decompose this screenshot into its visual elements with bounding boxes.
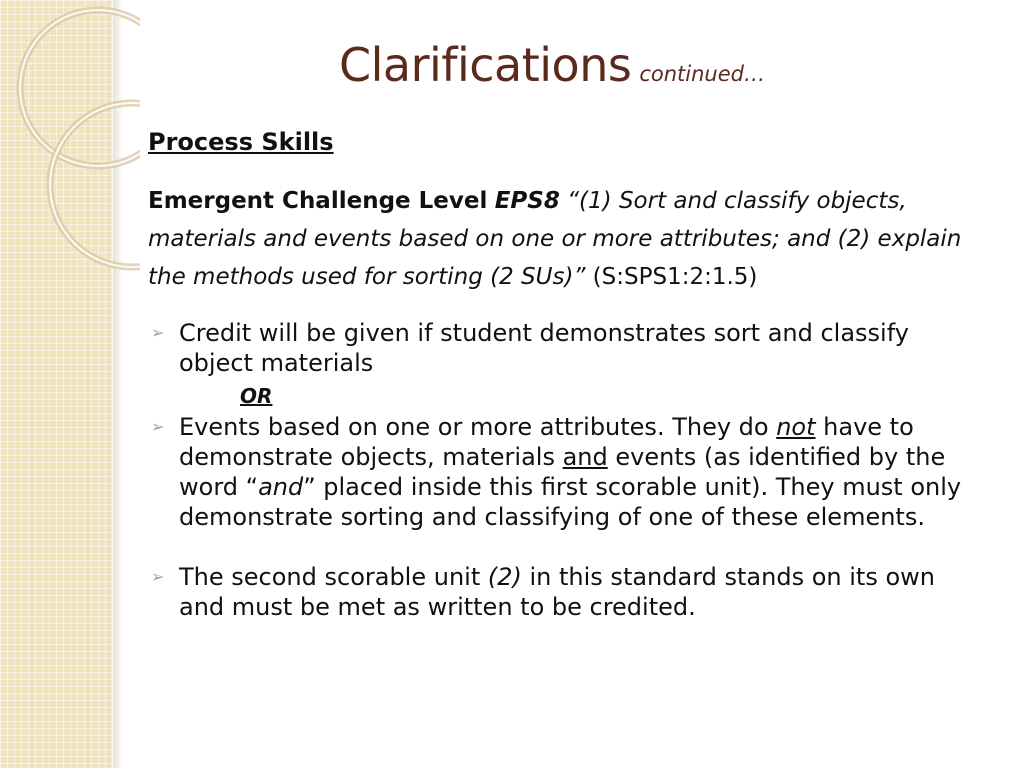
bullet-text: Events based on one or more attributes. They do not have to demonstrate objects, materials and events (as identified by the word “and” placed inside this first scorable unit). They must only demonstrate sorting and classifying of one of these elements. [179, 413, 962, 531]
list-item [148, 412, 978, 532]
title-sub: continued… [639, 62, 765, 86]
list-item [148, 562, 978, 622]
arrow-bullet-icon: ➢ [151, 417, 165, 436]
arrow-bullet-icon: ➢ [151, 567, 165, 586]
bullet-text: Credit will be given if student demonstrates sort and classify object materials [179, 319, 909, 377]
standard-text: “(1) Sort and classify objects, materials and events based on one or more attributes; and (2) explain the methods used for sorting (2 SUs)” [148, 188, 962, 290]
bullet-text: The second scorable unit (2) in this standard stands on its own and must be met as written to be credited. [179, 563, 935, 621]
slide-title [40, 38, 1024, 92]
title-main: Clarifications [339, 38, 632, 92]
arrow-bullet-icon: ➢ [151, 323, 165, 342]
bullet-list [148, 318, 978, 622]
list-gap [148, 532, 978, 562]
slide-content [148, 128, 978, 622]
standard-statement [148, 182, 978, 296]
standard-reference: (S:SPS1:2:1.5) [592, 264, 758, 290]
or-separator: OR [240, 384, 273, 408]
standard-code: EPS8 [494, 188, 560, 214]
section-heading: Process Skills [148, 128, 334, 156]
list-item [148, 318, 978, 378]
standard-level: Emergent Challenge Level [148, 188, 488, 214]
